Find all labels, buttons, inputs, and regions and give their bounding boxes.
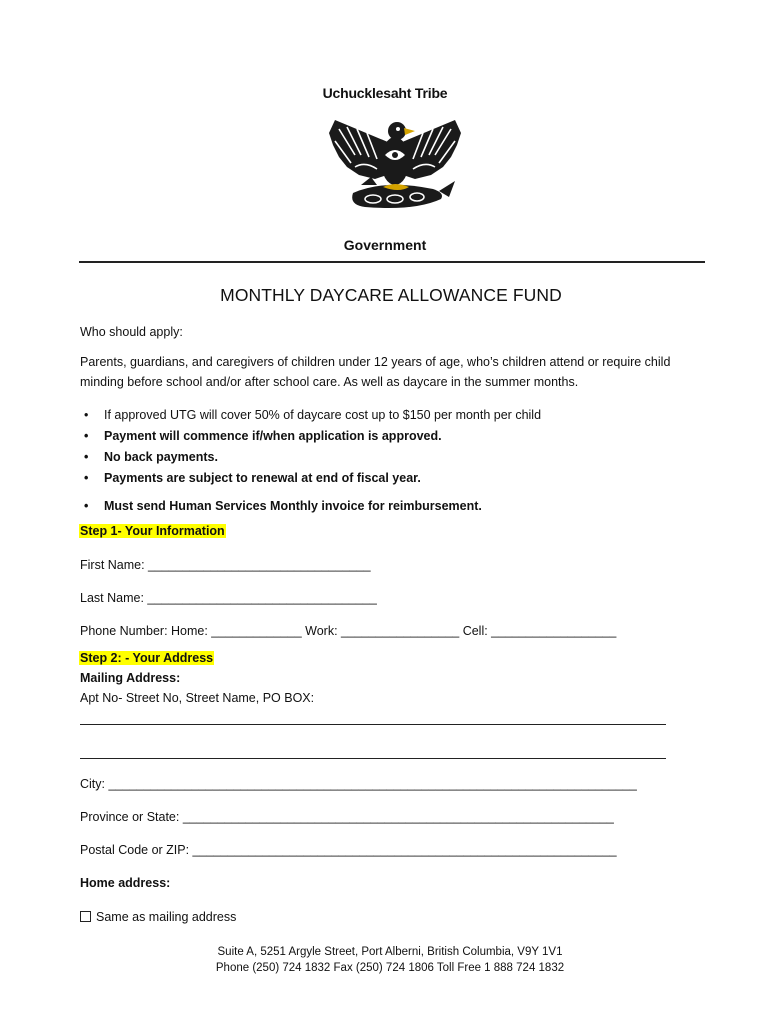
conditions-list <box>104 405 541 517</box>
street-address-line-1[interactable] <box>80 724 666 725</box>
form-title: MONTHLY DAYCARE ALLOWANCE FUND <box>220 285 562 305</box>
same-as-mailing-option[interactable] <box>80 910 236 924</box>
province-state-field[interactable]: Province or State: ______________________________________________________________ <box>80 810 614 824</box>
list-item: • Must send Human Services Monthly invoice for reimbursement. <box>104 496 541 517</box>
step1-heading: Step 1- Your Information <box>80 524 225 538</box>
step2-heading: Step 2: - Your Address <box>80 651 214 665</box>
organization-name: Uchucklesaht Tribe <box>322 85 448 101</box>
first-name-field[interactable]: First Name: ________________________________ <box>80 558 371 572</box>
last-name-field[interactable]: Last Name: _________________________________ <box>80 591 377 605</box>
list-item: • No back payments. <box>104 447 541 468</box>
home-address-label: Home address: <box>80 876 171 890</box>
thunderbird-logo-icon <box>325 115 465 215</box>
list-item: • If approved UTG will cover 50% of daycare cost up to $150 per month per child <box>104 405 541 426</box>
postal-code-field[interactable]: Postal Code or ZIP: _____________________________________________________________ <box>80 843 617 857</box>
eligibility-description: Parents, guardians, and caregivers of children under 12 years of age, who’s children attend or require child minding before school and/or after school care. As well as daycare in the summer months. <box>80 355 671 389</box>
same-as-mailing-label: Same as mailing address <box>96 910 237 924</box>
footer-address: Suite A, 5251 Argyle Street, Port Alberni, British Columbia, V9Y 1V1 <box>217 946 563 958</box>
header-divider <box>79 261 705 263</box>
mailing-address-label: Mailing Address: <box>80 671 181 685</box>
list-item: • Payments are subject to renewal at end of fiscal year. <box>104 468 541 489</box>
phone-numbers-field[interactable]: Phone Number: Home: _____________ Work: _________________ Cell: __________________ <box>80 624 617 638</box>
list-item: • Payment will commence if/when application is approved. <box>104 426 541 447</box>
government-subtitle: Government <box>343 237 427 253</box>
who-should-apply-label: Who should apply: <box>80 325 183 339</box>
city-field[interactable]: City: ____________________________________________________________________________ <box>80 777 637 791</box>
footer-contact: Phone (250) 724 1832 Fax (250) 724 1806 Toll Free 1 888 724 1832 <box>215 962 565 974</box>
same-as-mailing-checkbox[interactable] <box>80 911 91 922</box>
street-address-label: Apt No- Street No, Street Name, PO BOX: <box>80 691 315 705</box>
street-address-line-2[interactable] <box>80 758 666 759</box>
